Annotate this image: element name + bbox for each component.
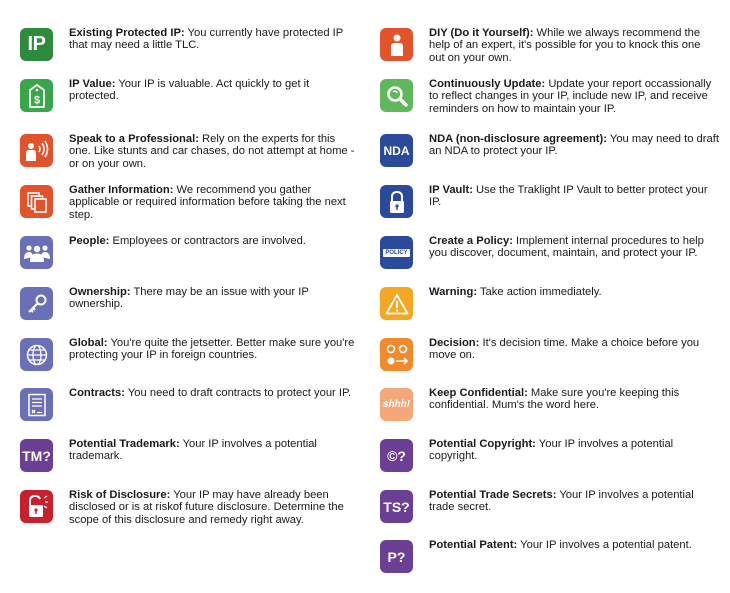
legend-description: Your IP involves a potential trademark. xyxy=(69,438,317,463)
legend-item-potential-trademark xyxy=(20,439,355,472)
legend-text xyxy=(69,27,355,52)
legend-description: Your IP involves a potential copyright. xyxy=(429,438,674,463)
policy-icon: POLICY xyxy=(380,236,413,269)
legend-item-keep-confidential xyxy=(380,388,719,421)
globe-icon xyxy=(20,338,53,371)
legend-item-warning xyxy=(380,287,719,320)
legend-text xyxy=(429,27,719,64)
legend-title: Create a Policy: xyxy=(429,235,513,247)
legend-title: Potential Trade Secrets: xyxy=(429,489,557,501)
legend-description: Take action immediately. xyxy=(477,286,602,298)
legend-text xyxy=(69,78,355,103)
legend-item-potential-copyright xyxy=(380,439,719,472)
legend-text xyxy=(69,184,355,221)
legend-item-global xyxy=(20,338,355,371)
legend-item-gather-information xyxy=(20,185,355,221)
nda-icon: NDA xyxy=(380,134,413,167)
legend-description: Your IP may have already been disclosed or is at riskof future disclosure. Determine the scope of this disclosure and remedy right away. xyxy=(69,489,344,526)
legend-description: Rely on the experts for this one. Like stunts and car chases, do not attempt at home - or on your own. xyxy=(69,133,355,170)
legend-title: DIY (Do it Yourself): xyxy=(429,27,534,39)
legend-text xyxy=(429,489,719,514)
legend-item-speak-to-professional xyxy=(20,134,355,170)
shhh-icon: shhh! xyxy=(380,388,413,421)
magnifier-icon xyxy=(380,79,413,112)
legend-text xyxy=(429,539,719,551)
svg-text:$: $ xyxy=(33,94,40,106)
legend-description: It's decision time. Make a choice before you move on. xyxy=(429,337,700,362)
legend-item-potential-trade-secrets xyxy=(380,490,719,523)
legend-text xyxy=(429,133,719,158)
legend-description: You currently have protected IP that may need a little TLC. xyxy=(69,27,344,52)
legend-item-decision xyxy=(380,338,719,371)
legend-item-people xyxy=(20,236,355,269)
legend-description: There may be an issue with your IP ownership. xyxy=(69,286,309,311)
legend-title: Keep Confidential: xyxy=(429,387,528,399)
legend-description: While we always recommend the help of an expert, it's possible for you to knock this one out on your own. xyxy=(429,27,701,64)
legend-item-continuously-update xyxy=(380,79,719,115)
legend-text xyxy=(429,387,719,412)
legend-item-create-policy xyxy=(380,236,719,269)
legend-item-potential-patent xyxy=(380,540,719,573)
legend-title: Gather Information: xyxy=(69,184,174,196)
contract-icon xyxy=(20,388,53,421)
legend-title: Existing Protected IP: xyxy=(69,27,185,39)
legend-item-ip-value xyxy=(20,79,355,112)
legend-description: We recommend you gather applicable or required information before taking the next step. xyxy=(69,184,346,221)
legend-title: Potential Copyright: xyxy=(429,438,536,450)
legend-text xyxy=(69,133,355,170)
legend-text xyxy=(69,337,355,362)
legend-description: Use the Traklight IP Vault to better protect your IP. xyxy=(429,184,708,209)
legend-item-existing-protected-ip xyxy=(20,28,355,61)
warning-icon xyxy=(380,287,413,320)
legend-title: Contracts: xyxy=(69,387,125,399)
legend-text xyxy=(69,235,355,247)
legend-title: Potential Patent: xyxy=(429,539,518,551)
legend-description: You may need to draft an NDA to protect your IP. xyxy=(429,133,719,158)
legend-description: You're quite the jetsetter. Better make sure you're protecting your IP in foreign countries. xyxy=(69,337,355,362)
legend-title: People: xyxy=(69,235,110,247)
trademark-icon: TM? xyxy=(20,439,53,472)
legend-description: Your IP involves a potential trade secret. xyxy=(429,489,694,514)
legend-text xyxy=(429,184,719,209)
legend-text xyxy=(69,286,355,311)
documents-icon xyxy=(20,185,53,218)
legend-title: Warning: xyxy=(429,286,478,298)
legend-text xyxy=(69,438,355,463)
unlocked-padlock-icon xyxy=(20,490,53,523)
legend-item-ownership xyxy=(20,287,355,320)
legend-description: Implement internal procedures to help you discover, document, maintain, and protect your IP. xyxy=(429,235,704,260)
people-icon xyxy=(20,236,53,269)
legend-text xyxy=(429,235,719,260)
dollar-tag-icon xyxy=(20,79,53,112)
legend-title: IP Vault: xyxy=(429,184,473,196)
legend-description: You need to draft contracts to protect your IP. xyxy=(124,387,352,399)
ip-icon: IP xyxy=(20,28,53,61)
person-icon xyxy=(380,28,413,61)
legend-text xyxy=(69,387,355,399)
legend-text xyxy=(429,286,719,298)
legend-description: Employees or contractors are involved. xyxy=(109,235,306,247)
legend-title: Potential Trademark: xyxy=(69,438,180,450)
legend-title: IP Value: xyxy=(69,78,116,90)
legend-title: Global: xyxy=(69,337,108,349)
legend-title: Decision: xyxy=(429,337,480,349)
legend-item-contracts xyxy=(20,388,355,421)
decision-icon xyxy=(380,338,413,371)
legend-description: Your IP involves a potential patent. xyxy=(517,539,692,551)
legend-text xyxy=(69,489,355,526)
trade-secret-icon: TS? xyxy=(380,490,413,523)
legend-description: Update your report occassionally to reflect changes in your IP, include new IP, and receive reminders on how to maintain your IP. xyxy=(429,78,712,115)
legend-text xyxy=(429,78,719,115)
legend-title: Ownership: xyxy=(69,286,131,298)
legend-text xyxy=(429,337,719,362)
legend-title: Risk of Disclosure: xyxy=(69,489,171,501)
legend-item-nda xyxy=(380,134,719,167)
legend-description: Make sure you're keeping this confidential. Mum's the word here. xyxy=(429,387,680,412)
patent-icon: P? xyxy=(380,540,413,573)
legend-item-risk-of-disclosure xyxy=(20,490,355,526)
legend-text xyxy=(429,438,719,463)
legend-title: NDA (non-disclosure agreement): xyxy=(429,133,607,145)
speaking-person-icon xyxy=(20,134,53,167)
legend-title: Continuously Update: xyxy=(429,78,546,90)
legend-description: Your IP is valuable. Act quickly to get it protected. xyxy=(69,78,310,103)
copyright-icon: ©? xyxy=(380,439,413,472)
legend-item-diy xyxy=(380,28,719,64)
legend-title: Speak to a Professional: xyxy=(69,133,199,145)
legend-item-ip-vault xyxy=(380,185,719,218)
key-icon xyxy=(20,287,53,320)
padlock-icon xyxy=(380,185,413,218)
